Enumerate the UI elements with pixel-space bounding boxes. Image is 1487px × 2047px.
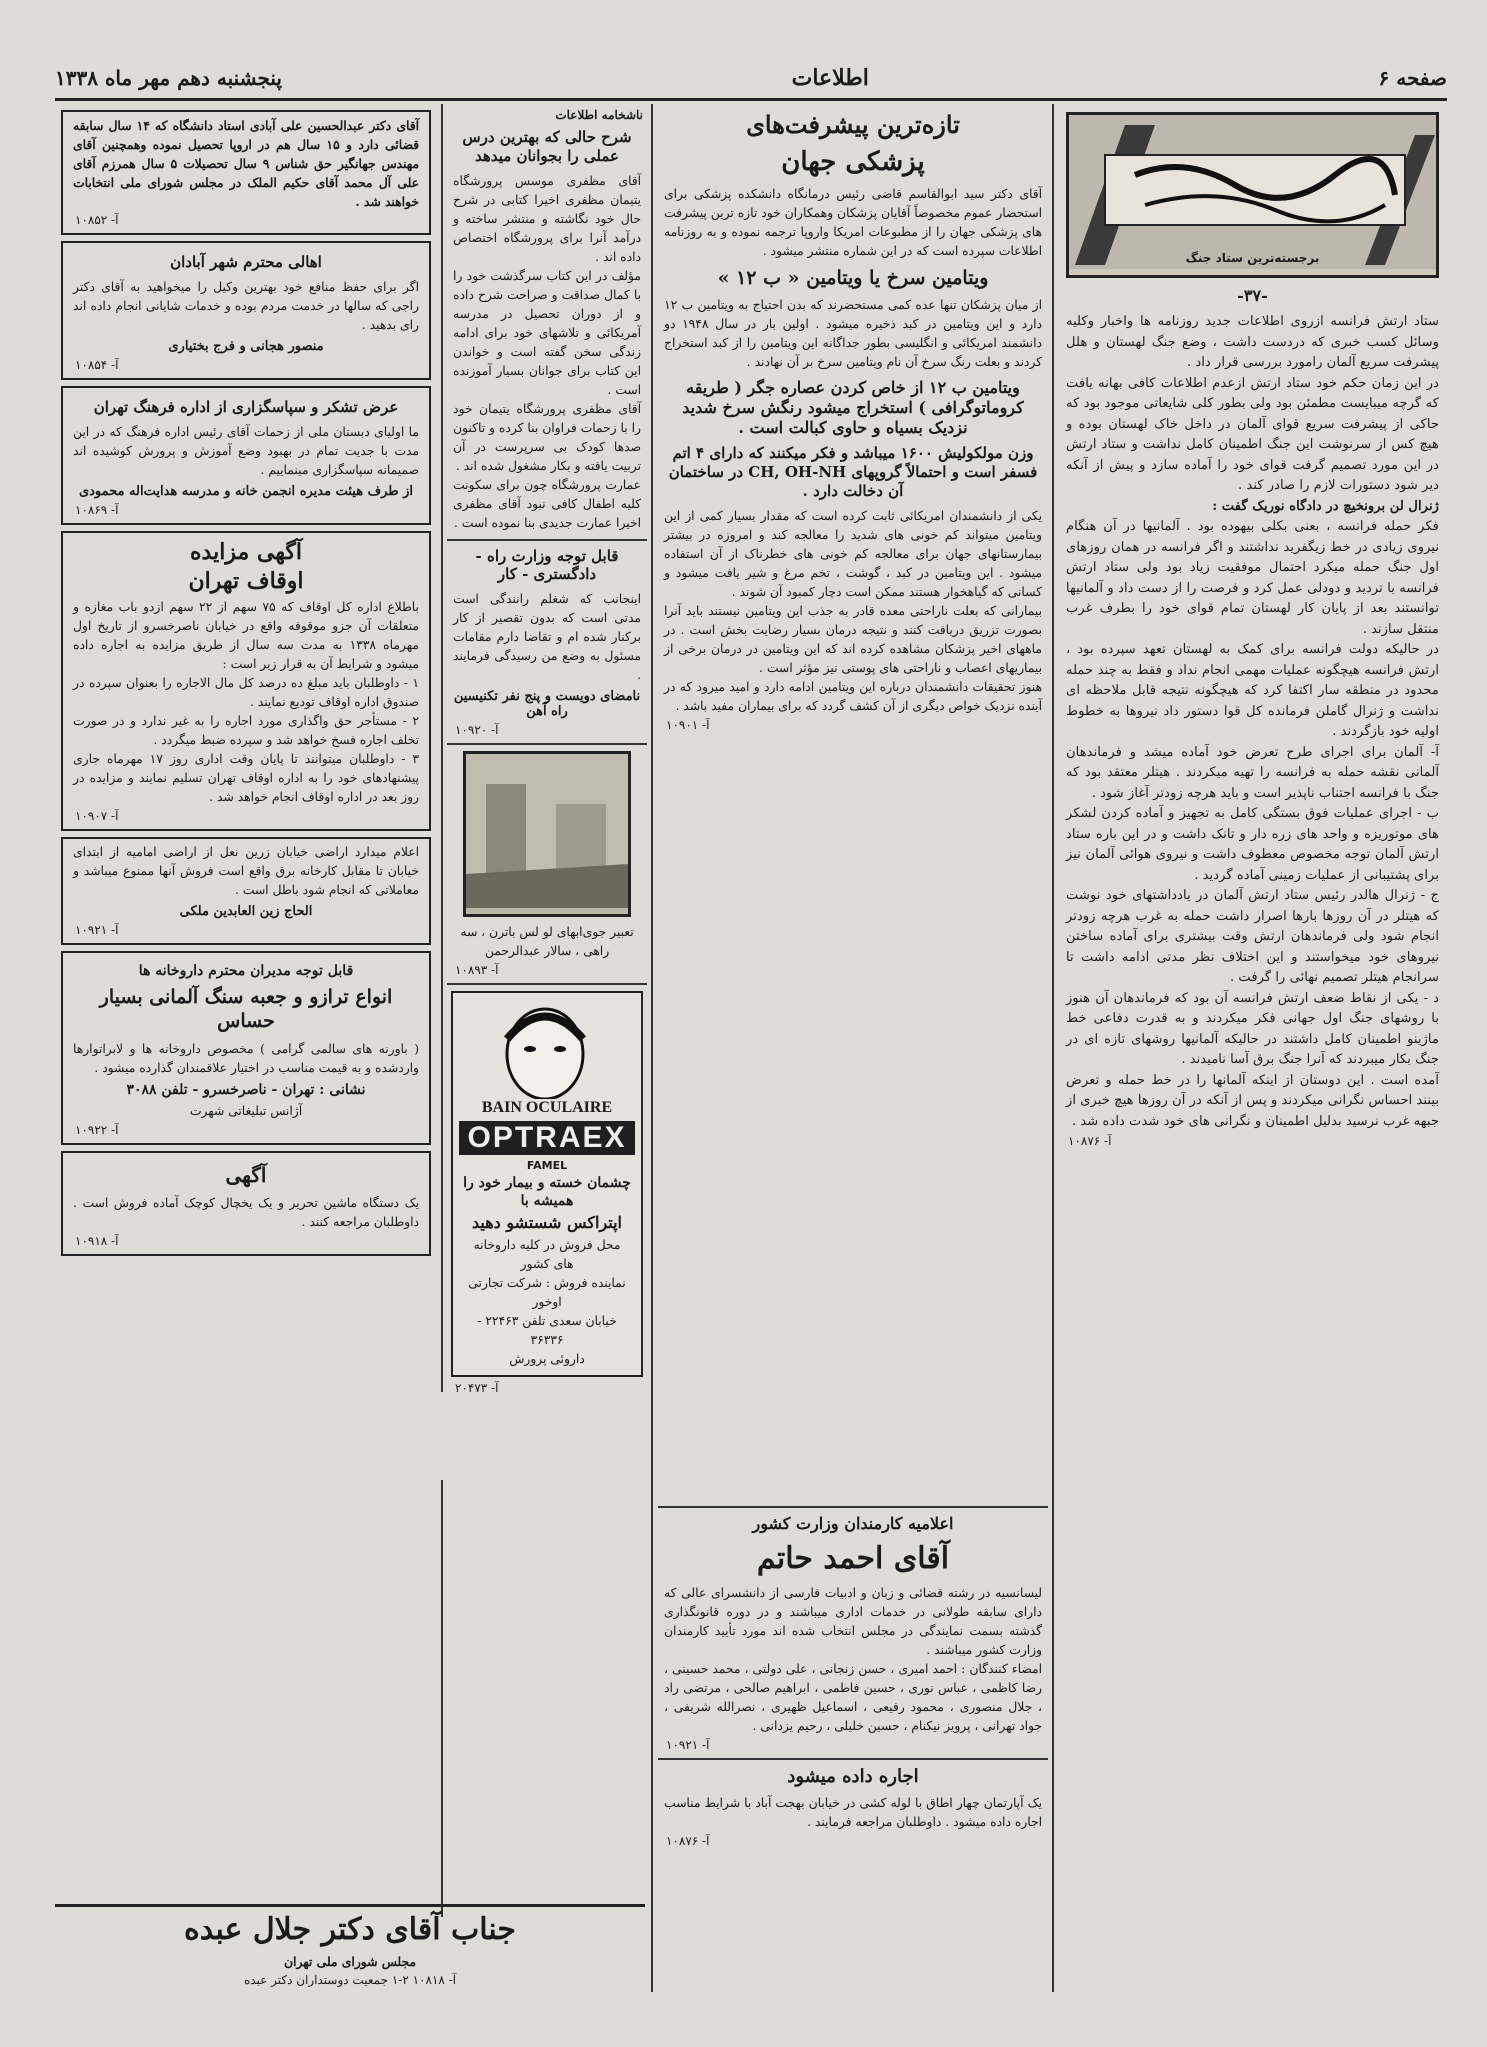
article-paragraph: عمارت پرورشگاه چون برای سکونت کلیه اطفال کافی نبود آقای مظفری اخیرا عمارت جدیدی بنا نموده است . [453,477,641,530]
auction-notice [61,531,431,831]
notice-text: ( باورنه های سالمی گرامی ) مخصوص داروخانه ها و لابراتوارها واردشده و به قیمت مناسب در اختیار علاقمندان گذارده میشود . [73,1041,419,1075]
notice-heading: اوقاف تهران [188,568,304,594]
article-paragraph: آقای مظفری موسس پرورشگاه یتیمان مظفری اخیرا کتابی در شرح حال خود نگاشته و منتشر ساخته و درآمد آنرا برای پرورشگاه اختصاص داده اند . [453,173,641,264]
ad-reference: آ- ۱۰۹۲۱ [75,922,119,937]
notice-text: اگر برای حفظ منافع خود بهترین وکیل را میخواهید به آقای دکتر راجی که سالها در خدمت مردم بوده و خدمات شایانی انجام داده اند رای بدهید . [73,279,419,332]
article-paragraph: آقای مظفری پرورشگاه یتیمان خود را با زحمات فراوان بنا کرده و تاکنون صدها کودک بی سرپرست در آن تربیت یافته و بکار مشغول شده اند . [453,401,641,473]
masthead-rule [55,98,1447,101]
notice-box [61,110,431,235]
notice-heading: عرض تشکر و سپاسگزاری از اداره فرهنگ تهران [93,397,399,416]
scales-ad [61,951,431,1145]
article-paragraph: یکی از دانشمندان امریکائی ثابت کرده است که مقدار بسیار کمی از این ویتامین میتواند کم خونی های شدید را معالجه کند و امروزه در بیشتر بیمارستانهای جهان برای معالجه کم خونی های خطرناک از آن استفاده میشود . این ویتامین در کبد ، گوشت ، تخم مرغ و شیر یافت میشود و کسانی که گیاهخوار هستند ممکن است دچار کمبود آن شوند . [664,508,1042,599]
ad-text: چشمان خسته و بیمار خود را همیشه با [463,1175,631,1209]
notice-text: ۲ - مستأجر حق واگذاری مورد اجاره را به غیر ندارد و در صورت تخلف اجاره فسخ خواهد شد و سپرده ضبط میگردد . [73,713,419,747]
notice-heading: انواع ترازو و جعبه سنگ آلمانی بسیار حساس [99,986,393,1032]
ad-text: خیابان سعدی تلفن ۲۲۴۶۳ - ۳۶۳۳۶ [477,1314,617,1347]
optrex-face [459,999,635,1099]
notices-column-left [55,104,437,1917]
optrex-ad [451,991,643,1377]
article-paragraph: در حالیکه دولت فرانسه برای کمک به لهستان تعهد سپرده بود ، ارتش فرانسه هیچگونه عملیات مهمی انجام نداد و فقط به چند حمله محدود در منطقه سار اکتفا کرد که هیچگونه نتیجه قابل ملاحظه ای نداشت و ژنرال گاملن فرمانده کل قوا دستور داد نیروها به خطوط اولیه خود بازگردند . [1066,642,1439,739]
ad-text: داروئی پرورش [509,1352,585,1366]
medical-column [658,104,1048,1487]
notice-text: ما اولیای دبستان ملی از زحمات آقای رئیس اداره فرهنگ که در این مدت با جدیت تمام در بهبود وضع آموزش و پرورش کوشیده اند صمیمانه سپاسگزاری مینماییم . [73,424,419,477]
notice-box [61,241,431,380]
notice-text: اعلام میدارد اراضی خیابان زرین نعل از اراضی امامیه از ابتدای خیابان تا مقابل کارخانه برق واقع است فروش آنها ممنوع میباشد و معاملاتی که انجام شود باطل است . [73,844,419,897]
ad-reference: آ- ۱۰۹۰۷ [75,808,119,823]
ad-reference: آ- ۱۰۹۲۲ [75,1122,119,1137]
notice-heading: آگهی [225,1162,267,1187]
ad-text: محل فروش در کلیه داروخانه های کشور [473,1238,621,1271]
article-title: تازه‌ترین پیشرفت‌های [746,110,960,139]
ad-reference: آ- ۲۰۴۷۳ [455,1381,499,1395]
series-logo-art [1066,115,1436,269]
ad-address: نشانی : تهران - ناصرخسرو - تلفن ۳۰۸۸ [126,1081,366,1098]
ad-reference: آ- ۱۰۹۰۱ [666,717,710,732]
footer-ad [55,1904,645,1990]
notice-text: باطلاع اداره کل اوقاف که ۷۵ سهم از ۲۲ سهم ازدو باب مغازه و متعلقات آن جزو موقوفه واقع در خیابان ناصرخسرو از تاریخ اول مهرماه ۱۳۳۸ به مدت سه سال از طریق مزایده به اجاره داده میشود و شرایط آن به قرار زیر است : [73,599,419,671]
paper-name: اطلاعات [791,65,869,91]
signature: الحاج زین العابدین ملکی [179,903,313,919]
notice-text: آقای دکتر عبدالحسین علی آبادی استاد دانشگاه که ۱۴ سال سابقه قضائی دارد و ۱۵ سال هم در اروپا تحصیل نموده وهمچنین آقای مهندس جهانگیر حق شناس ۹ سال تحصیلات ۵ سال همرزم آقای علی آل محمد آقای حکیم الملک در مجلس شورای ملی انتخابات خواهند شد . [73,118,419,209]
column-divider [441,104,443,1392]
article-paragraph: مؤلف در این کتاب سرگذشت خود را با کمال صداقت و صراحت شرح داده و از دوران تحصیل در مدرسه آمریکائی و تلاشهای خود برای ادامه زندگی سخن گفته است و خواندن این کتاب برای جوانان بسیار آموزنده است . [453,268,641,397]
article-paragraph: از میان پزشکان تنها عده کمی مستحضرند که بدن احتیاج به ویتامین ب ۱۲ دارد و این ویتامین در کبد ذخیره میشود . اولین بار در سال ۱۹۴۸ دو دانشمند امریکائی و انگلیسی بطور جداگانه این ویتامین را از کبد استخراج کردند و بعلت رنگ سرخ آن نام ویتامین سرخ بر آن نهادند . [664,298,1043,370]
signature: منصور هجانی و فرج بختیاری [168,338,324,354]
notice-text: امضاء کنندگان : احمد امیری ، حسن زنجانی ، علی دولتی ، محمد حسینی ، رضا کاظمی ، عباس نوری ، حسین فاطمی ، ابراهیم صالحی ، مرتضی راد ، جلال منصوری ، محمود رفیعی ، اسماعیل ظهیری ، نصرالله شریفی ، جواد تهرانی ، پرویز نیکنام ، حسین خلیلی ، رحیم یزدانی . [664,1661,1042,1733]
street-photo-art [466,754,628,908]
ad-product-name: OPTRAEX [459,1121,635,1155]
notice-heading: اجاره داده میشود [787,1765,919,1787]
section-label: ناشخامه اطلاعات [555,108,643,122]
notice-heading: قابل توجه مدیران محترم داروخانه ها [138,962,354,979]
ad-reference: آ- ۱۰۸۷۶ [1068,1134,1112,1148]
logo-caption: برجسته‌ترین ستاد جنگ [1185,251,1320,265]
ad-agency: آژانس تبلیغاتی شهرت [189,1103,303,1118]
footer-title: جناب آقای دکتر جلال عبده [184,1911,516,1947]
street-photo [463,751,631,917]
section-heading: قابل توجه وزارت راه - دادگستری - کار [475,546,619,584]
page-number: صفحه ۶ [1378,66,1447,90]
article-paragraph: اینجانب که شغلم رانندگی است مدتی است که بدون تقصیر از کار برکنار شده ام و تقاضا دارم مقامات مسئول به وضع من رسیدگی فرمایند . [453,592,641,682]
section-heading: وزن مولکولیش ۱۶۰۰ میباشد و فکر میکنند که دارای ۴ اتم فسفر است و احتمالاً گروپهای CH, OH-NH در ساختمان آن دخالت دارد . [668,444,1038,500]
notice-text: ۳ - داوطلبان میتوانند تا پایان وقت اداری روز ۱۷ مهرماه جاری پیشنهادهای خود را به اداره اوقاف تهران تسلیم نمایند و مزایده در روز بعد در اداره اوقاف انجام خواهد شد . [73,751,420,804]
ad-reference: آ- ۱۰۸۷۶ [666,1834,710,1848]
ad-reference: آ- ۱۰۹۲۱ [666,1737,710,1752]
ad-reference: آ- ۱۰۸۹۳ [455,963,499,977]
column-divider [1052,104,1054,1992]
notice-box [61,837,431,945]
notice-text: لیسانسیه در رشته قضائی و زبان و ادبیات فارسی از دانشسرای عالی که دارای سابقه طولانی در خدمات اداری میباشند و در دوره قانونگذاری گذشته بسمت نمایندگی در مجلس انتخاب شده اند مورد تأیید کارمندان وزارت کشور میباشند . [664,1585,1042,1657]
signature: از طرف هیئت مدیره انجمن خانه و مدرسه هدایت‌اله محمودی [78,483,414,499]
notice-box [61,1151,431,1256]
ad-reference: آ- ۱۰۹۲۰ [455,723,499,737]
ad-reference: آ- ۱۰۸۵۲ [75,213,119,227]
article-paragraph: فکر حمله فرانسه ، بعنی بکلی بیهوده بود . آلمانیها در آن هنگام نیروی زیادی در خط زیگفرید نداشتند و اگر فرانسه در همان روزهای اول جنگ حمله میکرد احتمال موفقیت زیاد بود ولی ستاد ارتش فرانسه با تردید و دودلی عمل کرد و فرصت را از دست داد و آلمانیها توانستند بعد از پایان کار لهستان تمام قوای خود را بطرف غرب منتقل سازند . [1066,519,1439,637]
footer-text: مجلس شورای ملی تهران [284,1954,416,1969]
article-paragraph: ستاد ارتش فرانسه ازروی اطلاعات جدید روزنامه ها واخبار وکلیه وسائل کسب خبری که دردست داشت ، وضع جنگ لهستان و هلل پیشرفت سریع آلمان رامورد بررسی قرار داد . [1066,314,1439,370]
ad-brand: BAIN OCULAIRE [481,1099,613,1116]
ad-reference: آ- ۱۰۸۱۸ ۲-۱ جمعیت دوستداران دکتر عبده [243,1973,457,1987]
notice-heading: اهالی محترم شهر آبادان [170,253,322,271]
war-history-column [1060,104,1445,1992]
section-heading: ویتامین سرخ یا ویتامین « ب ۱۲ » [717,266,989,289]
ad-text: اپتراکس شستشو دهید [472,1213,622,1232]
notice-box [61,386,431,525]
notice-text: یک آپارتمان چهار اطاق با لوله کشی در خیابان بهجت آباد با شرایط مناسب اجاره داده میشود . داوطلبان مراجعه فرمایند . [664,1796,1042,1829]
photo-caption: تعبیر جوی‌ابهای لو لس باترن ، سه راهی ، سالار عبدالرحمن [460,925,634,958]
column-divider [441,1480,443,1917]
article-paragraph: ج - ژنرال هالدر رئیس ستاد ارتش آلمان در یادداشتهای خود نوشت که هیتلر در آن روزها بارها اصرار داشت حمله به غرب هرچه زودتر انجام شود ولی فرماندهان ارتش وقت بیشتری برای آماده ساختن نیروهای خود میخواستند و این اختلاف نظر مدتی ادامه داشت تا سرانجام هیتلر تصمیم نهائی را گرفت . [1066,888,1439,985]
article-paragraph: هنوز تحقیقات دانشمندان درباره این ویتامین ادامه دارد و امید میرود که در آینده نزدیک خواص دیگری از آن کشف گردد که برای بیماران مفید باشد . [664,679,1042,713]
ministry-notice-column [658,1500,1048,1992]
article-title: شرح حالی که بهترین درس عملی را بجوانان میدهد [462,128,632,165]
column-divider [651,104,653,1992]
ad-maker: FAMEL [526,1159,568,1172]
issue-date: پنجشنبه دهم مهر ماه ۱۳۳۸ [55,66,282,90]
ad-reference: آ- ۱۰۸۶۹ [75,502,119,517]
notice-heading: آقای احمد حاتم [756,1541,950,1576]
article-paragraph: در این زمان حکم خود ستاد ارتش ازعدم اطلاعات کافی بهانه یافت که گرچه میبایست مطمئن بود ولی بطور کلی شایعاتی موجود بود که حاکی از پیشرفت سریع قوای آلمان در داخل خاک لهستان بوده و هیچ کس از سرنوشت این جنگ اطمینان کامل نداشت و ستاد ارتش در این مورد تصمیم گرفت قوای خود را آماده سازد و پیش از آنکه دیر شود دستورات لازم را صادر کند . [1066,375,1439,493]
article-paragraph: ژنرال لن برونخیچ در دادگاه نوریک گفت : [1212,498,1439,514]
signature: نامضای دویست و پنج نفر تکنیسین راه آهن [453,689,641,719]
article-paragraph: ب - اجرای عملیات فوق بستگی کامل به تجهیز و آماده کردن لشکر های موتوریزه و واحد های زره دار و تانک داشت و در این باره ستاد ارتش آلمان توجه مخصوص معطوف داشت و نیروی هوائی آلمان نیز برای پشتیبانی از عملیات زمینی آماده گردید . [1066,806,1439,883]
article-paragraph: آمده است . این دوستان از اینکه آلمانها را در خط حمله و تعرض بینند احساس نگرانی میکردند و پس از آنکه در آن روزها هیچ خبری از جبهه غرب نرسید بدلیل اطمینان و نگرانی های خود شدت داده شد . [1066,1072,1439,1129]
article-paragraph: بیمارانی که بعلت ناراحتی معده قادر به جذب این ویتامین نیستند باید آنرا بصورت تزریق دریافت کنند و نتیجه درمان بسیار رضایت بخش است . در ماههای اخیر پزشکان مشاهده کرده اند که این ویتامین در درمان برخی از بیماریهای اعصاب و ناراحتی های پوستی نیز مؤثر است . [664,603,1042,675]
ad-reference: آ- ۱۰۹۱۸ [75,1233,119,1248]
face-illustration [455,999,635,1099]
notices-column-center [447,104,647,1917]
series-logo [1066,112,1439,278]
masthead [55,60,1447,96]
article-paragraph: آ- آلمان برای اجرای طرح تعرض خود آماده میشد و فرماندهان آلمانی نقشه حمله به فرانسه را تهیه میکردند . هیتلر معتقد بود که جنگ با فرانسه اجتناب ناپذیر است و باید هرچه زودتر آغاز شود . [1066,744,1439,801]
installment-number: -۳۷- [1237,286,1268,305]
article-intro: آقای دکتر سید ابوالقاسم قاضی رئیس درمانگاه دانشکده پزشکی برای استحضار عموم مخصوصاً آقایان پزشکان وهمکاران خود تازه ترین پیشرفت های پزشکی جهان را از مطبوعات امریکا واروپا ترجمه نموده و به روزنامه اطلاعات سپرده است که در این شماره منتشر میشود . [664,186,1042,258]
notice-text: یک دستگاه ماشین تحریر و یک یخچال کوچک آماده فروش است . داوطلبان مراجعه کنند . [73,1195,419,1229]
ad-reference: آ- ۱۰۸۵۴ [75,357,119,372]
notice-heading: آگهی مزایده [190,538,302,565]
notice-text: ۱ - داوطلبان باید مبلغ ده درصد کل مال الاجاره را بعنوان سپرده در صندوق اداره اوقاف تودیع نمایند . [73,675,419,709]
article-title: پزشکی جهان [781,147,925,177]
section-heading: ویتامین ب ۱۲ از خاص کردن عصاره جگر ( طریقه کروماتوگرافی ) استخراج میشود رنگش سرخ شدید نزدیک بسیاه و حاوی کبالت است . [682,378,1024,438]
ad-text: نماینده فروش : شرکت تجارتی اوخور [468,1276,626,1309]
article-paragraph: د - یکی از نقاط ضعف ارتش فرانسه آن بود که فرماندهان آن هنوز با روشهای جنگ اول جهانی فکر میکردند و به قدرت دفاعی خط ماژینو اطمینان کامل داشتند در حالیکه آلمانیها روشهای تازه ای در جنگ بکار میبردند که آنرا جنگ برق آسا نامیدند . [1066,990,1439,1067]
notice-heading: اعلامیه کارمندان وزارت کشور [752,1514,954,1533]
